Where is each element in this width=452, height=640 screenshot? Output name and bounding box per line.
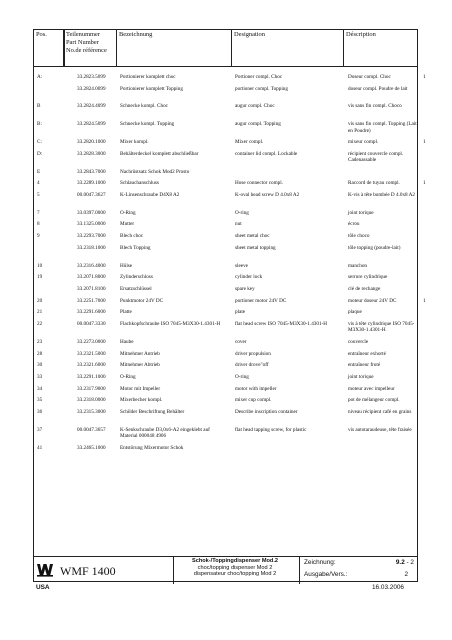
row-part-number: 00.0047.3330 xyxy=(77,321,106,328)
row-pos: C: xyxy=(37,139,42,146)
row-part-number: 33.2465.1000 xyxy=(77,444,106,451)
row-part-number: 33.2273.0000 xyxy=(77,338,106,345)
row-part-number: 33.2823.5099 xyxy=(77,74,106,80)
row-bezeichnung: Flachkopfschraube ISO 7045-M3X30-1.4301-H xyxy=(120,321,221,328)
row-part-number: 33.2317.9000 xyxy=(77,385,106,392)
row-part-number: 33.0397.0000 xyxy=(77,209,106,216)
row-pos: 28 xyxy=(37,350,43,357)
row-description: plaque xyxy=(348,309,362,316)
row-pos: 34 xyxy=(37,385,43,392)
row-bezeichnung: Portionierer komplett choc xyxy=(120,74,176,80)
row-part-number: 00.0047.3657 xyxy=(77,426,106,433)
table-row xyxy=(34,427,417,445)
row-description: couvercle xyxy=(348,338,369,345)
row-designation: cover xyxy=(235,338,247,345)
header-pos: Pos. xyxy=(34,30,64,66)
table-row xyxy=(34,274,417,286)
row-designation: O-ring xyxy=(235,373,249,380)
table-row xyxy=(34,309,417,321)
row-part-number: 33.2318.1000 xyxy=(77,244,106,251)
row-pos: 20 xyxy=(37,297,43,304)
row-description: mixeur compl. xyxy=(348,139,379,146)
row-designation: K-oval head screw D 4.0x8 A2 xyxy=(235,191,300,198)
parts-table xyxy=(34,74,426,456)
row-pos: E xyxy=(37,168,41,175)
row-quantity: 1 xyxy=(423,74,426,80)
row-designation: O-ring xyxy=(235,209,249,216)
row-part-number: 33.1325.0000 xyxy=(77,221,106,228)
row-designation: Portioner compl. Choc xyxy=(235,74,283,80)
row-description: entraîneur exhorté xyxy=(348,350,386,357)
row-pos: B xyxy=(37,103,41,110)
row-part-number: 33.2824.0099 xyxy=(77,85,106,92)
row-description: moteur doseur 24V DC xyxy=(348,297,397,304)
row-description: écrou xyxy=(348,221,360,228)
row-part-number: 33.2316.4000 xyxy=(77,262,106,269)
row-pos: 37 xyxy=(37,426,43,433)
table-row xyxy=(34,151,417,169)
row-bezeichnung: Hülse xyxy=(120,262,133,269)
row-pos: 23 xyxy=(37,338,43,345)
row-description: K-vis à tête bombée D 4.0x8 A2 xyxy=(348,191,415,198)
row-part-number: 33.2828.3000 xyxy=(77,150,106,157)
row-bezeichnung: Schnecke kompl. Topping xyxy=(120,121,175,128)
row-designation: flat head screw ISO 7045-M3X30-1.4301-H xyxy=(235,321,328,328)
row-description: récipient couvercle compl. Cadenassable xyxy=(348,150,405,164)
row-designation: container lid compl. Lockable xyxy=(235,150,298,157)
table-row xyxy=(34,74,426,86)
row-part-number: 33.2251.7000 xyxy=(77,297,106,304)
row-pos: 7 xyxy=(37,209,40,216)
row-description: Raccord de tuyau compl. xyxy=(348,180,400,187)
footer-divider xyxy=(299,557,300,584)
row-pos: 36 xyxy=(37,408,43,415)
row-designation: spare key xyxy=(235,285,255,292)
row-pos: 22 xyxy=(37,321,43,328)
row-designation: portioner compl. Topping xyxy=(235,85,288,92)
row-description: clé de rechange xyxy=(348,285,381,292)
row-quantity: 1 xyxy=(423,180,426,187)
row-designation: mixer cup compl. xyxy=(235,397,272,404)
row-bezeichnung: Mitnehmer Abtrieb xyxy=(120,362,160,369)
table-row xyxy=(34,297,426,310)
table-row xyxy=(34,103,417,121)
table-row xyxy=(34,121,417,139)
table-row xyxy=(34,339,417,351)
table-row xyxy=(34,86,417,104)
row-part-number: 33.2315.3000 xyxy=(77,408,106,415)
row-bezeichnung: Schilder Beschriftung Behälter xyxy=(120,408,185,415)
row-description: moteur avec impelleur xyxy=(348,385,395,392)
row-pos: 9 xyxy=(37,233,40,240)
row-designation: Mixer compl. xyxy=(235,139,264,146)
row-description: vis à tête cylindrique ISO 7045-M3X30-1.4301-H xyxy=(348,321,415,334)
row-part-number: 33.2291.6000 xyxy=(77,309,106,316)
row-bezeichnung: Zylinderschloss xyxy=(120,274,153,281)
edition: Ausgabe/Vers.: 2 xyxy=(304,571,408,578)
row-bezeichnung: Mixer kompl. xyxy=(120,139,149,146)
row-pos: 10 xyxy=(37,262,43,269)
row-bezeichnung: Punktmotor 24V DC xyxy=(120,297,164,304)
row-part-number: 00.0047.3627 xyxy=(77,191,106,198)
row-bezeichnung: Schlauchanschluss xyxy=(120,180,159,187)
row-part-number: 33.2843.7000 xyxy=(77,168,106,175)
row-part-number: 33.2820.1000 xyxy=(77,139,106,146)
row-bezeichnung: O-Ring xyxy=(120,209,136,216)
row-designation: Describe inscription container xyxy=(235,408,298,415)
table-row xyxy=(34,286,417,298)
header-part-number: Teilenummer Part Number No.de référence xyxy=(64,30,117,66)
table-row xyxy=(34,263,417,275)
row-part-number: 33.2824.4099 xyxy=(77,103,106,110)
row-bezeichnung: Ersatzschlüssel xyxy=(120,285,152,292)
row-description: Doseur compl. Choc xyxy=(348,74,391,80)
row-description: serrure cylindrique xyxy=(348,274,388,281)
row-designation: augur compl. Choc xyxy=(235,103,275,110)
row-pos: D: xyxy=(37,150,43,157)
title-block xyxy=(34,556,417,584)
row-description: joint torique xyxy=(348,373,374,380)
table-row xyxy=(34,362,417,374)
row-bezeichnung: Mutter xyxy=(120,221,135,228)
drawing-number: Zeichnung: 9.2 - 2 xyxy=(304,559,414,566)
row-designation: sleeve xyxy=(235,262,248,269)
model-name: WMF 1400 xyxy=(60,564,116,578)
row-designation: driver propulsion xyxy=(235,350,271,357)
date-label: 16.03.2006 xyxy=(372,584,404,591)
table-row xyxy=(34,386,417,398)
row-designation: augur compl. Topping xyxy=(235,121,281,128)
row-bezeichnung: Nachrüstsatz Schok Mod2 Prosto xyxy=(120,168,190,175)
row-designation: nut xyxy=(235,221,242,228)
row-bezeichnung: Motor mit Impeller xyxy=(120,385,161,392)
table-row xyxy=(34,351,417,363)
row-bezeichnung: O-Ring xyxy=(120,373,136,380)
row-description: vis sans fin compl. Choco xyxy=(348,103,402,110)
row-bezeichnung: Schnecke kompl. Choc xyxy=(120,103,168,110)
row-description: doseur compl. Poudre de lait xyxy=(348,85,408,92)
row-description: pot de mélangeur compl. xyxy=(348,397,400,404)
row-quantity: 1 xyxy=(423,297,426,304)
row-description: manchon xyxy=(348,262,368,269)
row-designation: driver drove"off xyxy=(235,362,269,369)
row-designation: motor with impeller xyxy=(235,385,277,392)
row-bezeichnung: Mitnehmer Antrieb xyxy=(120,350,160,357)
table-row xyxy=(34,169,417,181)
footer-divider xyxy=(173,557,174,584)
header-description: Déscription xyxy=(346,31,376,38)
row-part-number: 33.2321.5000 xyxy=(77,350,106,357)
table-row xyxy=(34,139,426,151)
row-pos: B: xyxy=(37,121,42,128)
row-bezeichnung: K-Linsenschraube D4X8 A2 xyxy=(120,191,180,198)
row-description: tôle choco xyxy=(348,233,370,240)
table-row xyxy=(34,245,417,263)
header-divider xyxy=(34,66,417,67)
table-row xyxy=(34,445,417,457)
table-row xyxy=(34,221,417,233)
table-row xyxy=(34,233,417,245)
row-pos: A: xyxy=(37,74,43,80)
row-pos: 8 xyxy=(37,221,40,228)
parts-list-frame xyxy=(33,29,426,582)
drawing-title: Schok-/Toppingdispenser Mod.2 choc/topping dispenser Mod 2 dispensateur choc/topping Mod 2 xyxy=(192,558,278,578)
row-pos: 4 xyxy=(37,180,40,187)
row-designation: flat head tapping screw, for plastic xyxy=(235,426,307,433)
row-bezeichnung: Entstörung Mixermotor Schok xyxy=(120,444,184,451)
table-row xyxy=(34,397,417,409)
row-part-number: 33.2293.7000 xyxy=(77,233,106,240)
row-pos: 35 xyxy=(37,397,43,404)
table-row xyxy=(34,210,417,222)
row-description: entraîneur froté xyxy=(348,362,381,369)
table-row xyxy=(34,409,417,427)
row-part-number: 33.2289.1000 xyxy=(77,180,106,187)
header-bezeichnung: Bezeichnung xyxy=(117,30,232,66)
row-part-number: 33.2824.5099 xyxy=(77,121,106,128)
header-designation: Designation xyxy=(232,30,344,66)
row-part-number: 33.2291.1000 xyxy=(77,373,106,380)
row-quantity: 1 xyxy=(423,139,426,146)
row-description: niveau récipient café en grains xyxy=(348,408,412,415)
row-bezeichnung: Behälterdeckel komplett abschließbar xyxy=(120,150,199,157)
table-row xyxy=(34,321,417,339)
row-bezeichnung: K-Senkschraube D3,0x6-A2 eingeklebt auf Material 000048 4906 xyxy=(120,426,212,440)
row-pos: 19 xyxy=(37,274,43,281)
row-designation: Hose connector compl. xyxy=(235,180,283,187)
row-description: vis autotaraudeuse, tête fraisée xyxy=(348,426,412,433)
row-designation: sheet metal choc xyxy=(235,233,270,240)
row-designation: plate xyxy=(235,309,246,316)
row-bezeichnung: Haube xyxy=(120,338,134,345)
row-part-number: 33.2318.0000 xyxy=(77,397,106,404)
table-row xyxy=(34,192,417,210)
row-bezeichnung: Blech Topping xyxy=(120,244,151,251)
row-bezeichnung: Portionierer komplett Topping xyxy=(120,85,183,92)
row-pos: 21 xyxy=(37,309,43,316)
row-pos: 5 xyxy=(37,191,40,198)
column-divider xyxy=(64,30,65,66)
row-designation: sheet metal topping xyxy=(235,244,276,251)
row-pos: 33 xyxy=(37,373,43,380)
row-bezeichnung: Blech choc xyxy=(120,233,144,240)
row-part-number: 33.2071.8100 xyxy=(77,285,106,292)
row-pos: 41 xyxy=(37,444,43,451)
row-bezeichnung: Mixerbecher kompl. xyxy=(120,397,163,404)
row-description: joint torique xyxy=(348,209,374,216)
row-bezeichnung: Platte xyxy=(120,309,132,316)
row-part-number: 33.2071.8000 xyxy=(77,274,106,281)
row-designation: portioner motor 24V DC xyxy=(235,297,287,304)
row-description: vis sans fin compl. Topping (Lait en Poudre) xyxy=(348,121,418,134)
table-row xyxy=(34,374,417,386)
wmf-logo-icon xyxy=(36,562,54,578)
table-row xyxy=(34,180,426,192)
country-label: USA xyxy=(36,584,50,591)
row-designation: cylinder lock xyxy=(235,274,263,281)
row-pos: 30 xyxy=(37,362,43,369)
row-description: tôle topping (poudre-lait) xyxy=(348,244,401,251)
row-part-number: 33.2321.6000 xyxy=(77,362,106,369)
